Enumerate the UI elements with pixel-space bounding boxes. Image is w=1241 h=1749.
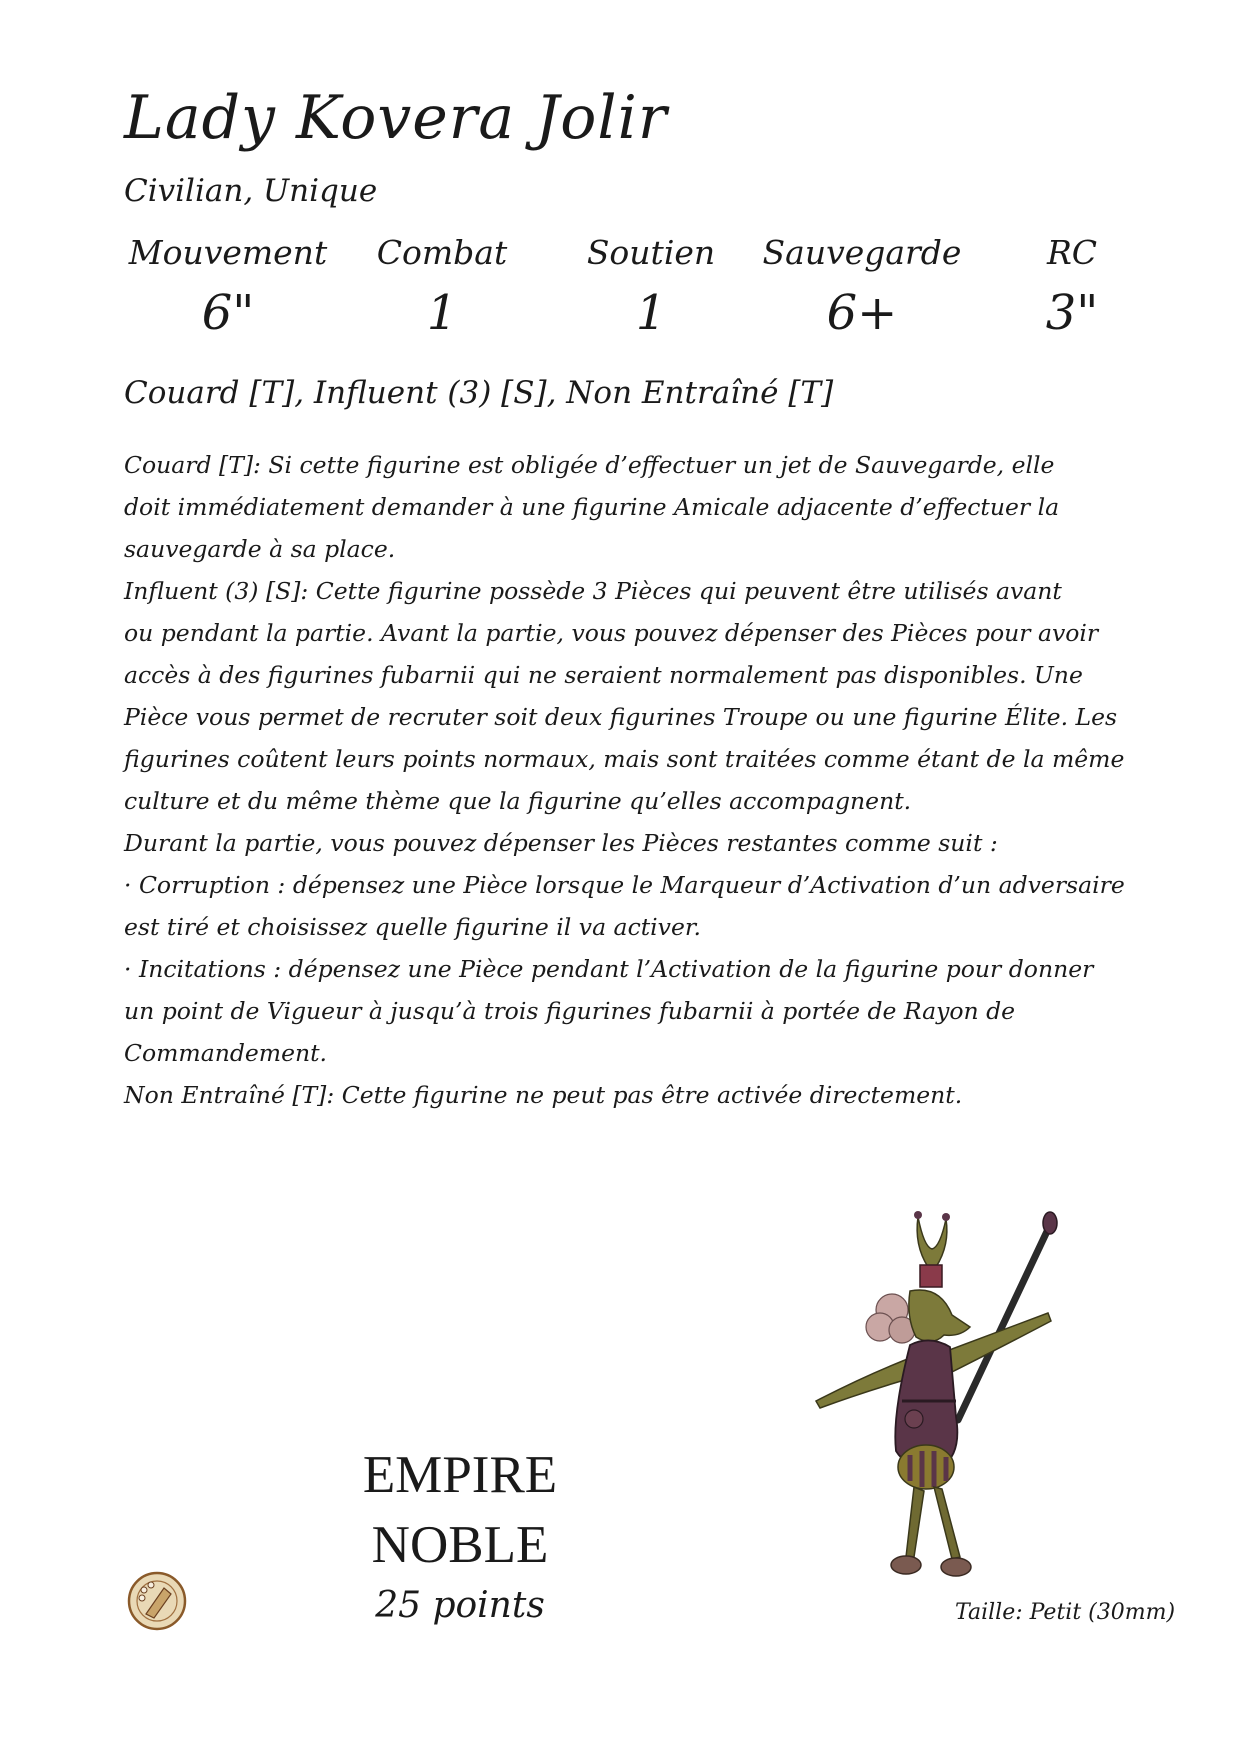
stat-rc [962,233,1182,341]
model-size-label: Taille: Petit (30mm) [955,1600,1176,1625]
rules-line: · Incitations : dépensez une Pièce pendant l’Activation de la figurine pour donner [124,955,1094,983]
stat-mouvement [118,233,338,341]
rules-line: sauvegarde à sa place. [124,535,396,563]
rules-line: Couard [T]: Si cette figurine est obligée d’effectuer un jet de Sauvegarde, elle [124,451,1055,479]
stat-value: 6+ [826,285,898,341]
stat-label: Mouvement [128,233,328,272]
stat-value: 1 [426,285,458,341]
rules-line: Non Entraîné [T]: Cette figurine ne peut pas être activée directement. [124,1081,963,1109]
faction-line-1: EMPIRE [362,1446,558,1504]
rules-line: un point de Vigueur à jusqu’à trois figurines fubarnii à portée de Rayon de [124,997,1016,1025]
rules-line: ou pendant la partie. Avant la partie, vous pouvez dépenser des Pièces pour avoir [124,619,1099,647]
faction-line-2: NOBLE [371,1516,549,1574]
rules-line: Durant la partie, vous pouvez dépenser les Pièces restantes comme suit : [124,829,998,857]
points-cost: 25 points [375,1585,545,1626]
rules-line: · Corruption : dépensez une Pièce lorsque le Marqueur d’Activation d’un adversaire [124,871,1125,899]
rules-text [124,444,1124,1116]
rules-line: Commandement. [124,1039,328,1067]
stat-value: 1 [635,285,667,341]
traits-line: Couard [T], Influent (3) [S], Non Entraîné [T] [124,375,834,411]
stat-value: 3" [1045,285,1099,341]
rules-line: est tiré et choisissez quelle figurine il va activer. [124,913,701,941]
rules-line: figurines coûtent leurs points normaux, mais sont traitées comme étant de la même [124,745,1125,773]
faction-name [300,1440,620,1580]
stat-sauvegarde [752,233,972,341]
rules-line: Influent (3) [S]: Cette figurine possède 3 Pièces qui peuvent être utilisés avant [124,577,1062,605]
rules-line: Pièce vous permet de recruter soit deux figurines Troupe ou une figurine Élite. Les [124,703,1118,731]
rules-line: culture et du même thème que la figurine qu’elles accompagnent. [124,787,912,815]
fubarnii-noble-figure-illustration [810,1205,1140,1595]
stat-label: RC [1046,233,1098,272]
stat-soutien [541,233,761,341]
card-title: Lady Kovera Jolir [124,83,668,153]
stat-combat [332,233,552,341]
stat-value: 6" [201,285,255,341]
stat-label: Combat [376,233,508,272]
card-type-line: Civilian, Unique [124,173,378,209]
faction-seal-icon [124,1568,190,1634]
rules-line: accès à des figurines fubarnii qui ne seraient normalement pas disponibles. Une [124,661,1083,689]
stat-label: Soutien [586,233,716,272]
rules-line: doit immédiatement demander à une figurine Amicale adjacente d’effectuer la [124,493,1060,521]
stat-label: Sauvegarde [762,233,962,272]
